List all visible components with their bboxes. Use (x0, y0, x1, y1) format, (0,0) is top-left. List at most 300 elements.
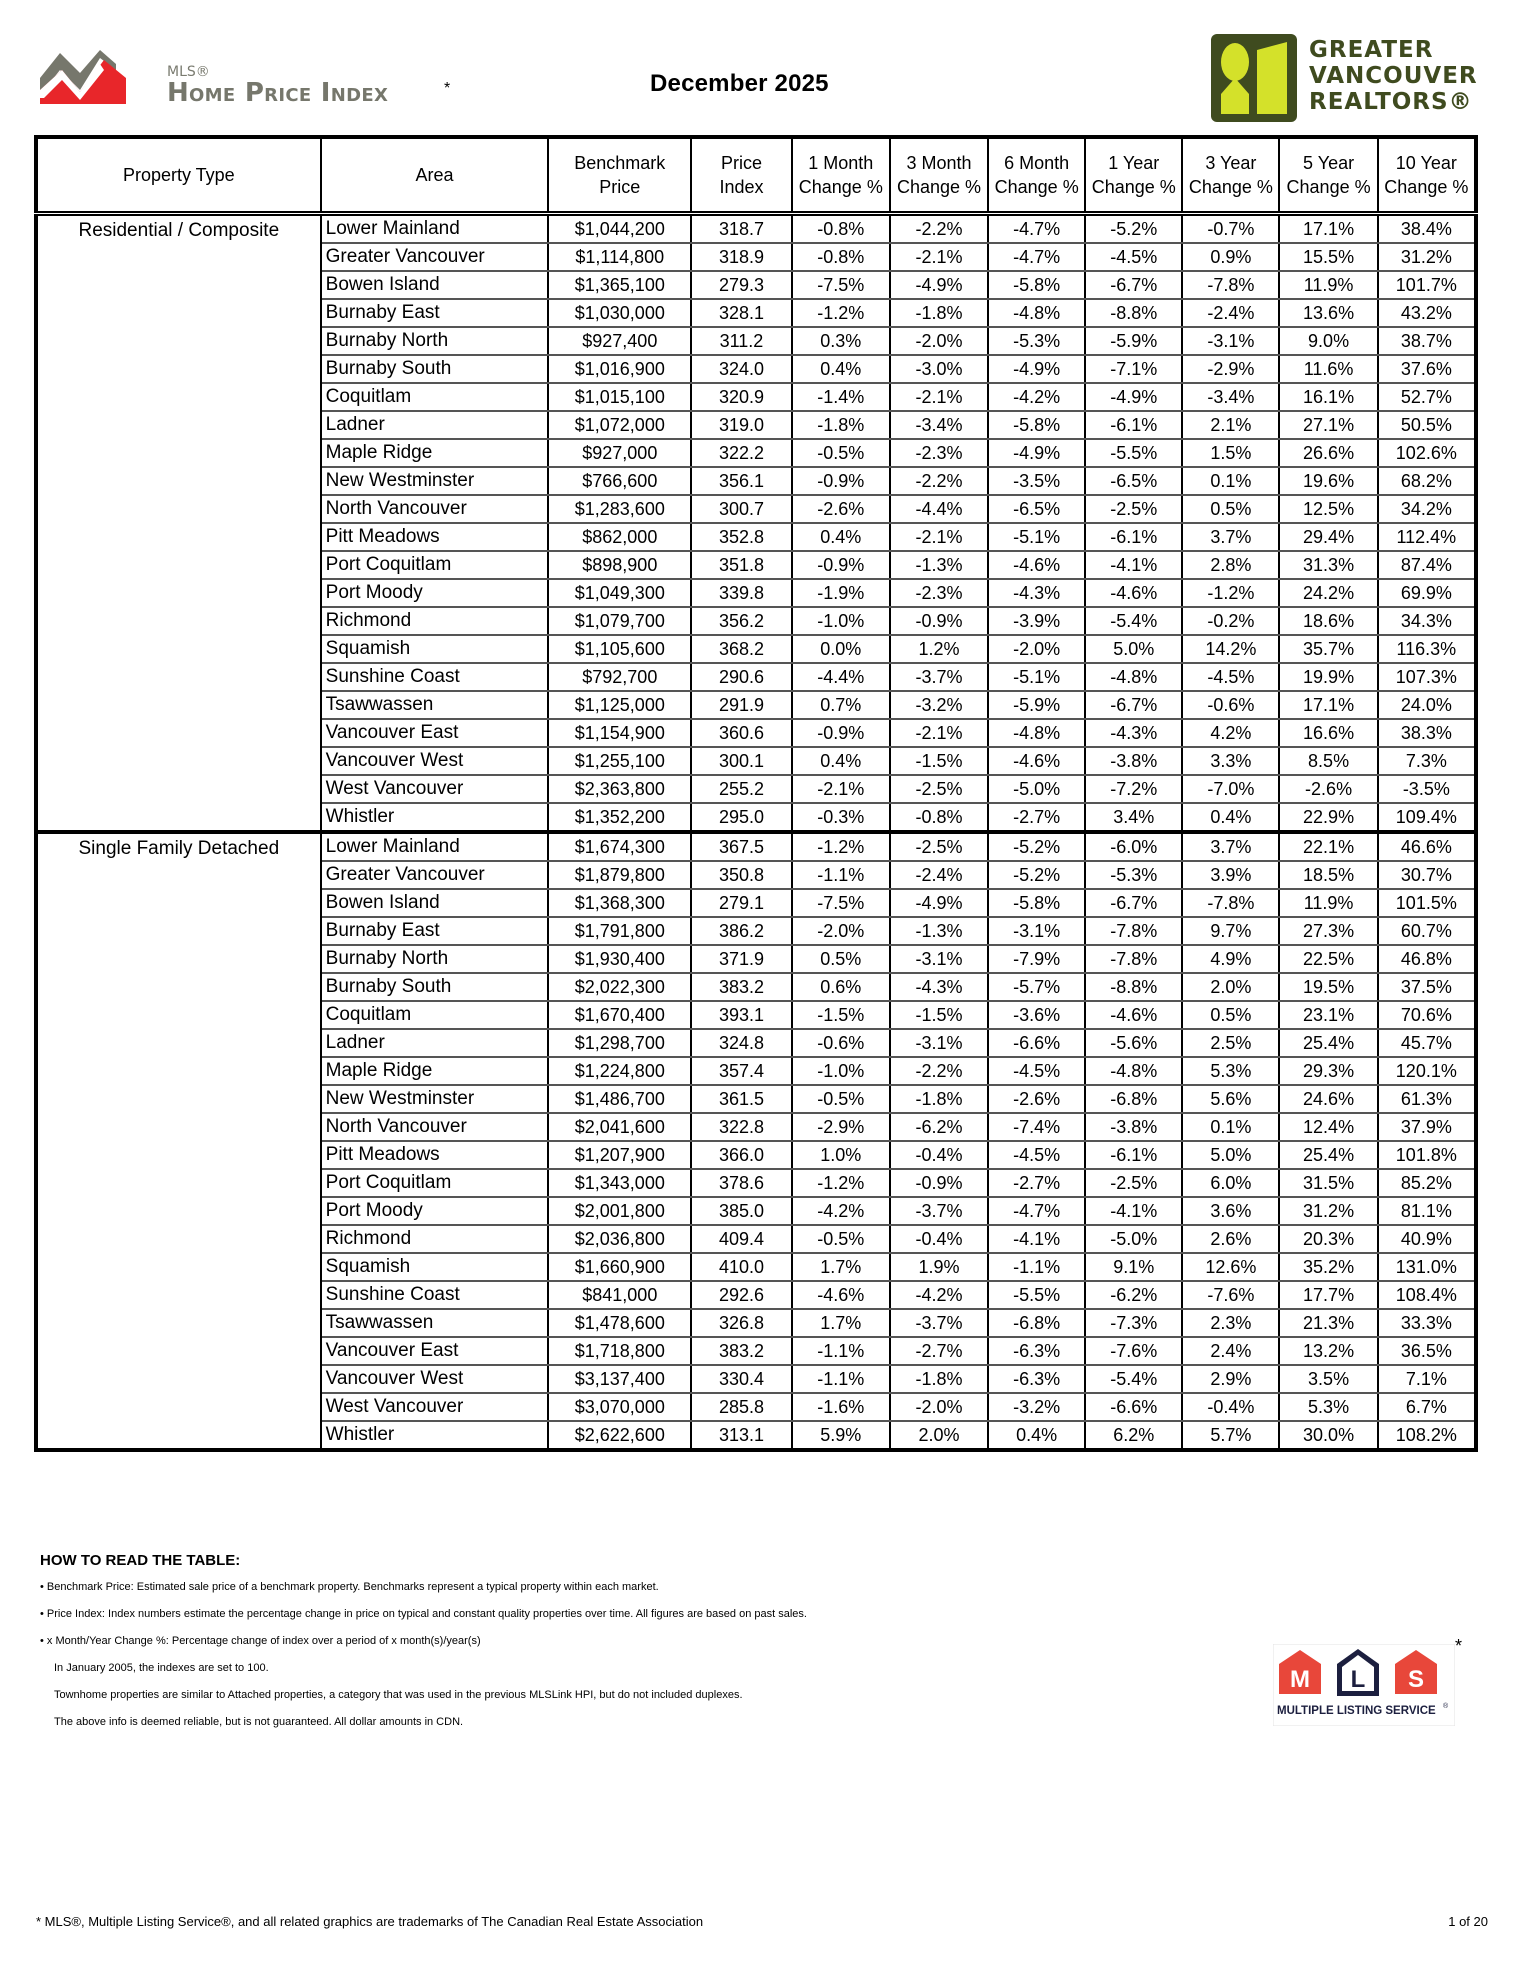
area-cell: Burnaby South (321, 355, 549, 383)
table-row (36, 832, 1476, 861)
benchmark-price-cell: $3,070,000 (548, 1393, 691, 1421)
area-cell: Port Coquitlam (321, 551, 549, 579)
home-price-index-table (34, 135, 1478, 1452)
area-cell: Bowen Island (321, 271, 549, 299)
5-year-change-cell: 15.5% (1279, 243, 1377, 271)
3-year-change-cell: 3.7% (1182, 832, 1279, 861)
1-year-change-cell: -3.8% (1085, 1113, 1182, 1141)
property-type-cell: Single Family Detached (36, 832, 321, 1450)
1-month-change-cell: -0.6% (792, 1029, 890, 1057)
3-month-change-cell: -2.1% (890, 383, 988, 411)
10-year-change-cell: 81.1% (1378, 1197, 1476, 1225)
note-price-index: • Price Index: Index numbers estimate the percentage change in price on typical and constant quality properties over time. All figures are based on past sales. (40, 1608, 807, 1620)
5-year-change-cell: 19.9% (1279, 663, 1377, 691)
6-month-change-cell: -4.7% (988, 214, 1085, 244)
area-cell: West Vancouver (321, 1393, 549, 1421)
benchmark-price-cell: $1,365,100 (548, 271, 691, 299)
3-month-change-cell: -2.3% (890, 579, 988, 607)
note-townhome: Townhome properties are similar to Attached properties, a category that was used in the previous MLSLink HPI, but do not included duplexes. (54, 1689, 743, 1701)
1-month-change-cell: 0.4% (792, 523, 890, 551)
5-year-change-cell: -2.6% (1279, 775, 1377, 803)
1-month-change-cell: -0.9% (792, 467, 890, 495)
1-year-change-cell: -6.1% (1085, 1141, 1182, 1169)
3-year-change-cell: 5.7% (1182, 1421, 1279, 1450)
price-index-cell: 313.1 (691, 1421, 791, 1450)
gvr-line-2: VANCOUVER (1309, 63, 1478, 89)
home-price-index-label: Home Price Index (167, 78, 389, 108)
6-month-change-cell: -4.8% (988, 299, 1085, 327)
col-1-year-change: 1 Year Change % (1085, 137, 1182, 214)
1-month-change-cell: -2.6% (792, 495, 890, 523)
1-month-change-cell: 0.4% (792, 747, 890, 775)
mls-logo (1273, 1644, 1455, 1726)
area-cell: Vancouver West (321, 747, 549, 775)
6-month-change-cell: -6.6% (988, 1029, 1085, 1057)
6-month-change-cell: -4.2% (988, 383, 1085, 411)
1-month-change-cell: -4.6% (792, 1281, 890, 1309)
6-month-change-cell: -5.2% (988, 832, 1085, 861)
6-month-change-cell: -5.8% (988, 889, 1085, 917)
price-index-cell: 320.9 (691, 383, 791, 411)
6-month-change-cell: -4.7% (988, 243, 1085, 271)
3-month-change-cell: -2.2% (890, 214, 988, 244)
benchmark-price-cell: $1,368,300 (548, 889, 691, 917)
10-year-change-cell: -3.5% (1378, 775, 1476, 803)
area-cell: Port Moody (321, 1197, 549, 1225)
benchmark-price-cell: $2,022,300 (548, 973, 691, 1001)
1-year-change-cell: -4.9% (1085, 383, 1182, 411)
price-index-cell: 366.0 (691, 1141, 791, 1169)
3-month-change-cell: -1.3% (890, 551, 988, 579)
10-year-change-cell: 102.6% (1378, 439, 1476, 467)
how-to-read-notes (40, 1552, 1140, 1743)
svg-text:M: M (1290, 1666, 1310, 1693)
benchmark-price-cell: $1,030,000 (548, 299, 691, 327)
6-month-change-cell: -4.5% (988, 1141, 1085, 1169)
3-year-change-cell: 5.0% (1182, 1141, 1279, 1169)
table-body (36, 214, 1476, 1451)
3-year-change-cell: 0.1% (1182, 1113, 1279, 1141)
3-year-change-cell: -7.0% (1182, 775, 1279, 803)
price-index-cell: 367.5 (691, 832, 791, 861)
benchmark-price-cell: $2,363,800 (548, 775, 691, 803)
5-year-change-cell: 25.4% (1279, 1141, 1377, 1169)
price-index-cell: 324.0 (691, 355, 791, 383)
benchmark-price-cell: $1,283,600 (548, 495, 691, 523)
1-month-change-cell: 1.7% (792, 1309, 890, 1337)
6-month-change-cell: -3.1% (988, 917, 1085, 945)
mls-home-price-index-logo (40, 48, 440, 110)
5-year-change-cell: 25.4% (1279, 1029, 1377, 1057)
1-month-change-cell: -4.4% (792, 663, 890, 691)
benchmark-price-cell: $1,154,900 (548, 719, 691, 747)
benchmark-price-cell: $1,044,200 (548, 214, 691, 244)
1-year-change-cell: 5.0% (1085, 635, 1182, 663)
5-year-change-cell: 11.6% (1279, 355, 1377, 383)
3-month-change-cell: -3.2% (890, 691, 988, 719)
1-month-change-cell: -1.2% (792, 832, 890, 861)
10-year-change-cell: 101.7% (1378, 271, 1476, 299)
5-year-change-cell: 31.5% (1279, 1169, 1377, 1197)
1-month-change-cell: -0.8% (792, 243, 890, 271)
3-month-change-cell: -2.0% (890, 1393, 988, 1421)
3-month-change-cell: -0.9% (890, 1169, 988, 1197)
area-cell: West Vancouver (321, 775, 549, 803)
col-1-month-change: 1 Month Change % (792, 137, 890, 214)
3-year-change-cell: 4.9% (1182, 945, 1279, 973)
area-cell: Tsawwassen (321, 691, 549, 719)
price-index-cell: 322.2 (691, 439, 791, 467)
5-year-change-cell: 22.1% (1279, 832, 1377, 861)
1-year-change-cell: -6.0% (1085, 832, 1182, 861)
10-year-change-cell: 40.9% (1378, 1225, 1476, 1253)
area-cell: Richmond (321, 1225, 549, 1253)
10-year-change-cell: 37.6% (1378, 355, 1476, 383)
10-year-change-cell: 33.3% (1378, 1309, 1476, 1337)
col-10-year-change: 10 Year Change % (1378, 137, 1476, 214)
benchmark-price-cell: $1,255,100 (548, 747, 691, 775)
6-month-change-cell: -2.0% (988, 635, 1085, 663)
price-index-cell: 326.8 (691, 1309, 791, 1337)
1-year-change-cell: -4.3% (1085, 719, 1182, 747)
1-month-change-cell: -1.2% (792, 1169, 890, 1197)
5-year-change-cell: 13.2% (1279, 1337, 1377, 1365)
area-cell: Tsawwassen (321, 1309, 549, 1337)
area-cell: Burnaby East (321, 917, 549, 945)
house-chart-icon (40, 48, 160, 110)
6-month-change-cell: -5.5% (988, 1281, 1085, 1309)
6-month-change-cell: -5.1% (988, 523, 1085, 551)
price-index-cell: 318.7 (691, 214, 791, 244)
3-month-change-cell: -4.4% (890, 495, 988, 523)
note-benchmark-price: • Benchmark Price: Estimated sale price of a benchmark property. Benchmarks represent a typical property within each market. (40, 1581, 659, 1593)
benchmark-price-cell: $1,486,700 (548, 1085, 691, 1113)
area-cell: Greater Vancouver (321, 861, 549, 889)
1-month-change-cell: -1.6% (792, 1393, 890, 1421)
price-index-cell: 300.1 (691, 747, 791, 775)
area-cell: Bowen Island (321, 889, 549, 917)
note-disclaimer: The above info is deemed reliable, but is not guaranteed. All dollar amounts in CDN. (54, 1716, 464, 1728)
1-month-change-cell: -0.9% (792, 551, 890, 579)
area-cell: New Westminster (321, 1085, 549, 1113)
1-year-change-cell: -5.4% (1085, 607, 1182, 635)
1-year-change-cell: -7.8% (1085, 945, 1182, 973)
price-index-cell: 357.4 (691, 1057, 791, 1085)
svg-text:MULTIPLE LISTING SERVICE: MULTIPLE LISTING SERVICE (1277, 1705, 1436, 1717)
price-index-cell: 361.5 (691, 1085, 791, 1113)
6-month-change-cell: -2.6% (988, 1085, 1085, 1113)
3-year-change-cell: 0.5% (1182, 1001, 1279, 1029)
benchmark-price-cell: $1,660,900 (548, 1253, 691, 1281)
1-year-change-cell: -4.6% (1085, 1001, 1182, 1029)
10-year-change-cell: 37.9% (1378, 1113, 1476, 1141)
10-year-change-cell: 68.2% (1378, 467, 1476, 495)
price-index-cell: 386.2 (691, 917, 791, 945)
1-year-change-cell: -6.8% (1085, 1085, 1182, 1113)
10-year-change-cell: 50.5% (1378, 411, 1476, 439)
6-month-change-cell: -5.8% (988, 411, 1085, 439)
6-month-change-cell: -4.9% (988, 355, 1085, 383)
price-index-cell: 351.8 (691, 551, 791, 579)
1-year-change-cell: -8.8% (1085, 299, 1182, 327)
10-year-change-cell: 131.0% (1378, 1253, 1476, 1281)
price-index-cell: 290.6 (691, 663, 791, 691)
price-index-cell: 279.1 (691, 889, 791, 917)
3-month-change-cell: -0.4% (890, 1141, 988, 1169)
1-month-change-cell: 5.9% (792, 1421, 890, 1450)
price-index-cell: 324.8 (691, 1029, 791, 1057)
1-month-change-cell: 0.3% (792, 327, 890, 355)
3-year-change-cell: -1.2% (1182, 579, 1279, 607)
3-month-change-cell: -2.1% (890, 523, 988, 551)
3-year-change-cell: -4.5% (1182, 663, 1279, 691)
benchmark-price-cell: $927,000 (548, 439, 691, 467)
3-year-change-cell: 14.2% (1182, 635, 1279, 663)
area-cell: New Westminster (321, 467, 549, 495)
1-month-change-cell: 1.0% (792, 1141, 890, 1169)
benchmark-price-cell: $1,791,800 (548, 917, 691, 945)
gvr-line-3: REALTORS® (1309, 89, 1473, 115)
1-year-change-cell: -4.5% (1085, 243, 1182, 271)
area-cell: Lower Mainland (321, 832, 549, 861)
5-year-change-cell: 22.9% (1279, 803, 1377, 832)
3-year-change-cell: 3.6% (1182, 1197, 1279, 1225)
area-cell: Burnaby East (321, 299, 549, 327)
10-year-change-cell: 36.5% (1378, 1337, 1476, 1365)
6-month-change-cell: -1.1% (988, 1253, 1085, 1281)
5-year-change-cell: 35.7% (1279, 635, 1377, 663)
area-cell: Burnaby North (321, 327, 549, 355)
benchmark-price-cell: $1,879,800 (548, 861, 691, 889)
5-year-change-cell: 29.3% (1279, 1057, 1377, 1085)
10-year-change-cell: 108.4% (1378, 1281, 1476, 1309)
area-cell: Vancouver West (321, 1365, 549, 1393)
note-index-base: In January 2005, the indexes are set to 100. (54, 1662, 269, 1674)
col-area: Area (321, 137, 549, 214)
price-index-cell: 371.9 (691, 945, 791, 973)
price-index-cell: 360.6 (691, 719, 791, 747)
1-year-change-cell: -7.8% (1085, 917, 1182, 945)
1-year-change-cell: 6.2% (1085, 1421, 1182, 1450)
1-year-change-cell: 3.4% (1085, 803, 1182, 832)
1-month-change-cell: -4.2% (792, 1197, 890, 1225)
1-month-change-cell: 0.0% (792, 635, 890, 663)
1-year-change-cell: -6.7% (1085, 889, 1182, 917)
price-index-cell: 311.2 (691, 327, 791, 355)
1-month-change-cell: -1.1% (792, 861, 890, 889)
price-index-cell: 300.7 (691, 495, 791, 523)
benchmark-price-cell: $1,478,600 (548, 1309, 691, 1337)
price-index-cell: 295.0 (691, 803, 791, 832)
1-year-change-cell: -6.1% (1085, 523, 1182, 551)
6-month-change-cell: -3.2% (988, 1393, 1085, 1421)
3-month-change-cell: -1.8% (890, 1365, 988, 1393)
3-year-change-cell: -3.4% (1182, 383, 1279, 411)
6-month-change-cell: -7.4% (988, 1113, 1085, 1141)
area-cell: Sunshine Coast (321, 663, 549, 691)
5-year-change-cell: 31.2% (1279, 1197, 1377, 1225)
10-year-change-cell: 31.2% (1378, 243, 1476, 271)
5-year-change-cell: 8.5% (1279, 747, 1377, 775)
1-year-change-cell: -5.2% (1085, 214, 1182, 244)
area-cell: Squamish (321, 635, 549, 663)
price-index-cell: 330.4 (691, 1365, 791, 1393)
3-year-change-cell: 3.7% (1182, 523, 1279, 551)
price-index-cell: 322.8 (691, 1113, 791, 1141)
col-3-month-change: 3 Month Change % (890, 137, 988, 214)
3-month-change-cell: -3.1% (890, 1029, 988, 1057)
1-year-change-cell: -6.7% (1085, 691, 1182, 719)
3-month-change-cell: -4.3% (890, 973, 988, 1001)
price-index-cell: 319.0 (691, 411, 791, 439)
6-month-change-cell: -4.9% (988, 439, 1085, 467)
6-month-change-cell: -5.8% (988, 271, 1085, 299)
6-month-change-cell: -5.7% (988, 973, 1085, 1001)
1-month-change-cell: 0.4% (792, 355, 890, 383)
10-year-change-cell: 87.4% (1378, 551, 1476, 579)
price-index-cell: 356.2 (691, 607, 791, 635)
10-year-change-cell: 85.2% (1378, 1169, 1476, 1197)
5-year-change-cell: 35.2% (1279, 1253, 1377, 1281)
3-month-change-cell: -1.5% (890, 1001, 988, 1029)
3-month-change-cell: -1.5% (890, 747, 988, 775)
col-6-month-change: 6 Month Change % (988, 137, 1085, 214)
1-year-change-cell: -6.5% (1085, 467, 1182, 495)
benchmark-price-cell: $1,114,800 (548, 243, 691, 271)
5-year-change-cell: 12.5% (1279, 495, 1377, 523)
col-benchmark-price: Benchmark Price (548, 137, 691, 214)
3-year-change-cell: -0.4% (1182, 1393, 1279, 1421)
area-cell: North Vancouver (321, 1113, 549, 1141)
benchmark-price-cell: $1,072,000 (548, 411, 691, 439)
6-month-change-cell: -5.3% (988, 327, 1085, 355)
5-year-change-cell: 27.1% (1279, 411, 1377, 439)
3-year-change-cell: 2.1% (1182, 411, 1279, 439)
1-month-change-cell: 0.5% (792, 945, 890, 973)
benchmark-price-cell: $1,674,300 (548, 832, 691, 861)
benchmark-price-cell: $841,000 (548, 1281, 691, 1309)
5-year-change-cell: 24.2% (1279, 579, 1377, 607)
5-year-change-cell: 22.5% (1279, 945, 1377, 973)
area-cell: Port Coquitlam (321, 1169, 549, 1197)
10-year-change-cell: 38.7% (1378, 327, 1476, 355)
price-index-cell: 410.0 (691, 1253, 791, 1281)
1-year-change-cell: -2.5% (1085, 495, 1182, 523)
price-index-cell: 383.2 (691, 973, 791, 1001)
price-index-cell: 279.3 (691, 271, 791, 299)
6-month-change-cell: -4.8% (988, 719, 1085, 747)
3-month-change-cell: -1.8% (890, 1085, 988, 1113)
area-cell: Burnaby South (321, 973, 549, 1001)
10-year-change-cell: 120.1% (1378, 1057, 1476, 1085)
1-month-change-cell: -1.5% (792, 1001, 890, 1029)
1-year-change-cell: -5.4% (1085, 1365, 1182, 1393)
6-month-change-cell: -5.2% (988, 861, 1085, 889)
notes-title: HOW TO READ THE TABLE: (40, 1552, 241, 1569)
area-cell: Sunshine Coast (321, 1281, 549, 1309)
1-month-change-cell: 0.7% (792, 691, 890, 719)
3-month-change-cell: -2.7% (890, 1337, 988, 1365)
10-year-change-cell: 116.3% (1378, 635, 1476, 663)
1-year-change-cell: -5.0% (1085, 1225, 1182, 1253)
5-year-change-cell: 20.3% (1279, 1225, 1377, 1253)
6-month-change-cell: -2.7% (988, 803, 1085, 832)
5-year-change-cell: 30.0% (1279, 1421, 1377, 1450)
trademark-footer: * MLS®, Multiple Listing Service®, and all related graphics are trademarks of The Canadian Real Estate Association (36, 1914, 704, 1929)
area-cell: Whistler (321, 803, 549, 832)
3-year-change-cell: 6.0% (1182, 1169, 1279, 1197)
10-year-change-cell: 34.2% (1378, 495, 1476, 523)
6-month-change-cell: 0.4% (988, 1421, 1085, 1450)
5-year-change-cell: 24.6% (1279, 1085, 1377, 1113)
note-change-percent: • x Month/Year Change %: Percentage change of index over a period of x month(s)/year(s) (40, 1635, 481, 1647)
benchmark-price-cell: $1,930,400 (548, 945, 691, 973)
3-year-change-cell: 3.9% (1182, 861, 1279, 889)
1-month-change-cell: -0.5% (792, 439, 890, 467)
10-year-change-cell: 7.1% (1378, 1365, 1476, 1393)
price-index-cell: 318.9 (691, 243, 791, 271)
benchmark-price-cell: $1,670,400 (548, 1001, 691, 1029)
3-year-change-cell: 2.6% (1182, 1225, 1279, 1253)
area-cell: Vancouver East (321, 1337, 549, 1365)
1-month-change-cell: -1.8% (792, 411, 890, 439)
3-month-change-cell: -3.1% (890, 945, 988, 973)
area-cell: Coquitlam (321, 383, 549, 411)
mls-label: MLS® (167, 64, 210, 80)
1-month-change-cell: -1.1% (792, 1365, 890, 1393)
3-month-change-cell: 1.9% (890, 1253, 988, 1281)
property-type-cell: Residential / Composite (36, 214, 321, 833)
1-year-change-cell: -6.1% (1085, 411, 1182, 439)
area-cell: Pitt Meadows (321, 1141, 549, 1169)
benchmark-price-cell: $1,079,700 (548, 607, 691, 635)
10-year-change-cell: 112.4% (1378, 523, 1476, 551)
3-month-change-cell: -2.2% (890, 1057, 988, 1085)
3-year-change-cell: 0.5% (1182, 495, 1279, 523)
1-year-change-cell: -7.2% (1085, 775, 1182, 803)
5-year-change-cell: 5.3% (1279, 1393, 1377, 1421)
5-year-change-cell: 23.1% (1279, 1001, 1377, 1029)
3-year-change-cell: 3.3% (1182, 747, 1279, 775)
3-year-change-cell: -3.1% (1182, 327, 1279, 355)
benchmark-price-cell: $898,900 (548, 551, 691, 579)
3-year-change-cell: 2.8% (1182, 551, 1279, 579)
10-year-change-cell: 34.3% (1378, 607, 1476, 635)
benchmark-price-cell: $1,224,800 (548, 1057, 691, 1085)
5-year-change-cell: 13.6% (1279, 299, 1377, 327)
5-year-change-cell: 12.4% (1279, 1113, 1377, 1141)
10-year-change-cell: 38.3% (1378, 719, 1476, 747)
3-month-change-cell: -3.7% (890, 663, 988, 691)
area-cell: Whistler (321, 1421, 549, 1450)
3-year-change-cell: -7.6% (1182, 1281, 1279, 1309)
benchmark-price-cell: $2,001,800 (548, 1197, 691, 1225)
6-month-change-cell: -2.7% (988, 1169, 1085, 1197)
3-month-change-cell: -2.1% (890, 719, 988, 747)
5-year-change-cell: 29.4% (1279, 523, 1377, 551)
price-index-cell: 383.2 (691, 1337, 791, 1365)
1-month-change-cell: -0.8% (792, 214, 890, 244)
price-index-cell: 368.2 (691, 635, 791, 663)
1-year-change-cell: -5.9% (1085, 327, 1182, 355)
1-year-change-cell: -4.1% (1085, 1197, 1182, 1225)
3-year-change-cell: -2.9% (1182, 355, 1279, 383)
5-year-change-cell: 3.5% (1279, 1365, 1377, 1393)
benchmark-price-cell: $766,600 (548, 467, 691, 495)
5-year-change-cell: 17.7% (1279, 1281, 1377, 1309)
benchmark-price-cell: $2,041,600 (548, 1113, 691, 1141)
6-month-change-cell: -4.3% (988, 579, 1085, 607)
